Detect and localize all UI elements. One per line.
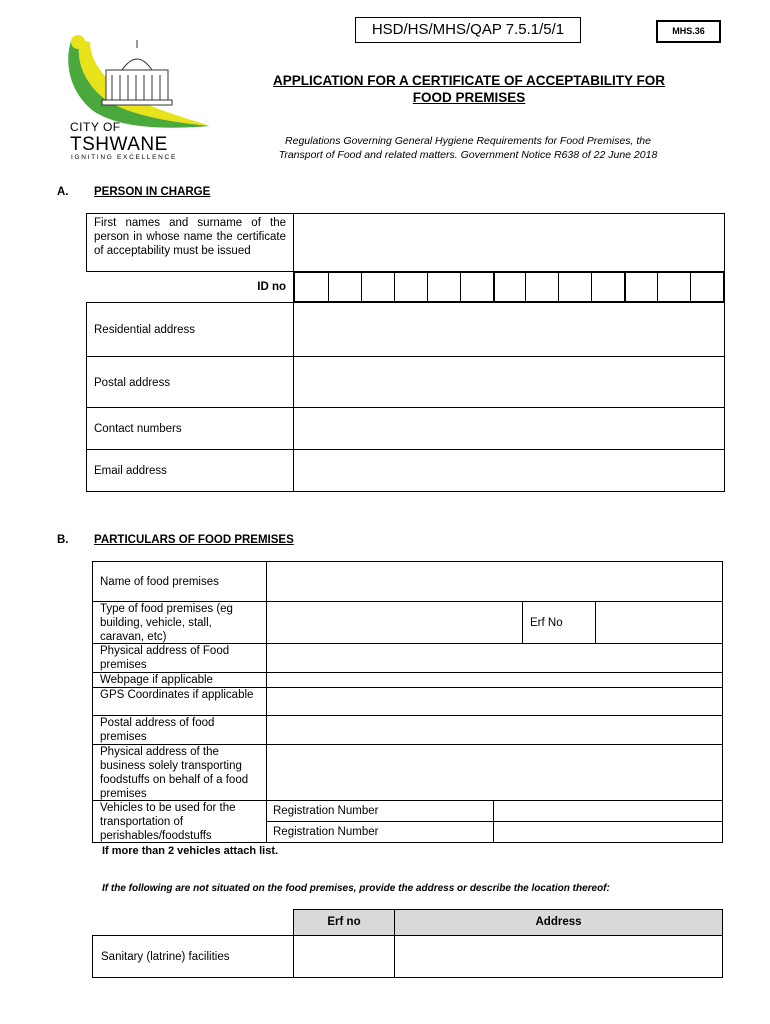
premises-type-field[interactable] [266, 601, 523, 644]
postal-address-label: Postal address [86, 356, 294, 408]
id-number-field[interactable] [293, 271, 725, 303]
webpage-field[interactable] [266, 672, 723, 688]
id-digit-box[interactable] [328, 273, 361, 301]
registration-number-field-2[interactable] [493, 821, 723, 843]
sanitary-erf-field[interactable] [293, 935, 395, 978]
person-name-label: First names and surname of the person in whose name the certificate of acceptability must be issued [86, 213, 294, 272]
id-digit-box[interactable] [558, 273, 591, 301]
logo-text-slogan: IGNITING EXCELLENCE [71, 154, 177, 161]
logo-text-tshwane: TSHWANE [70, 134, 168, 155]
logo-text-city-of: CITY OF [70, 120, 121, 134]
page-title [236, 72, 702, 106]
regulations-text [240, 134, 696, 162]
id-digit-box[interactable] [591, 273, 624, 301]
email-address-field[interactable] [293, 449, 725, 492]
person-name-field[interactable] [293, 213, 725, 272]
physical-address-field[interactable] [266, 643, 723, 673]
form-code: MHS.36 [656, 20, 721, 43]
title-line-2: FOOD PREMISES [412, 90, 526, 105]
residential-address-label: Residential address [86, 302, 294, 357]
erf-number-label: Erf No [522, 601, 596, 644]
premises-postal-address-label: Postal address of food premises [92, 715, 267, 745]
id-digit-box[interactable] [493, 273, 526, 301]
physical-address-label: Physical address of Food premises [92, 643, 267, 673]
section-a-heading: PERSON IN CHARGE [94, 186, 211, 198]
section-b-heading: PARTICULARS OF FOOD PREMISES [94, 534, 294, 546]
id-digit-box[interactable] [657, 273, 690, 301]
id-digit-box[interactable] [427, 273, 460, 301]
erf-no-column-header: Erf no [293, 909, 395, 936]
email-address-label: Email address [86, 449, 294, 492]
id-digit-box[interactable] [295, 273, 328, 301]
address-column-header: Address [394, 909, 723, 936]
premises-postal-address-field[interactable] [266, 715, 723, 745]
id-digit-box[interactable] [394, 273, 427, 301]
gps-coordinates-label: GPS Coordinates if applicable [92, 687, 267, 716]
transport-business-address-label: Physical address of the business solely transporting foodstuffs on behalf of a food premises [92, 744, 267, 801]
transport-business-address-field[interactable] [266, 744, 723, 801]
id-digit-box[interactable] [690, 273, 723, 301]
id-digit-box[interactable] [525, 273, 558, 301]
id-number-label: ID no [257, 281, 286, 293]
section-a-letter: A. [57, 186, 69, 198]
contact-numbers-field[interactable] [293, 407, 725, 450]
title-line-1: APPLICATION FOR A CERTIFICATE OF ACCEPTABILITY FOR [273, 73, 665, 88]
id-digit-box[interactable] [361, 273, 394, 301]
regulations-line-2: Transport of Food and related matters. Government Notice R638 of 22 June 2018 [278, 149, 658, 161]
premises-name-label: Name of food premises [92, 561, 267, 602]
webpage-label: Webpage if applicable [92, 672, 267, 688]
premises-name-field[interactable] [266, 561, 723, 602]
vehicles-label: Vehicles to be used for the transportation of perishables/foodstuffs [92, 800, 267, 843]
registration-number-field-1[interactable] [493, 800, 723, 822]
erf-number-field[interactable] [595, 601, 723, 644]
document-reference: HSD/HS/MHS/QAP 7.5.1/5/1 [355, 17, 581, 43]
residential-address-field[interactable] [293, 302, 725, 357]
registration-number-label-1: Registration Number [266, 800, 494, 822]
postal-address-field[interactable] [293, 356, 725, 408]
section-b-letter: B. [57, 534, 69, 546]
id-digit-box[interactable] [460, 273, 493, 301]
sanitary-facilities-label: Sanitary (latrine) facilities [92, 935, 294, 978]
regulations-line-1: Regulations Governing General Hygiene Requirements for Food Premises, the [285, 135, 651, 147]
sanitary-address-field[interactable] [394, 935, 723, 978]
location-note: If the following are not situated on the food premises, provide the address or describe the location thereof: [102, 883, 610, 894]
registration-number-label-2: Registration Number [266, 821, 494, 843]
id-digit-box[interactable] [624, 273, 657, 301]
gps-coordinates-field[interactable] [266, 687, 723, 716]
contact-numbers-label: Contact numbers [86, 407, 294, 450]
premises-type-label: Type of food premises (eg building, vehicle, stall, caravan, etc) [92, 601, 267, 644]
vehicles-note: If more than 2 vehicles attach list. [102, 845, 279, 857]
